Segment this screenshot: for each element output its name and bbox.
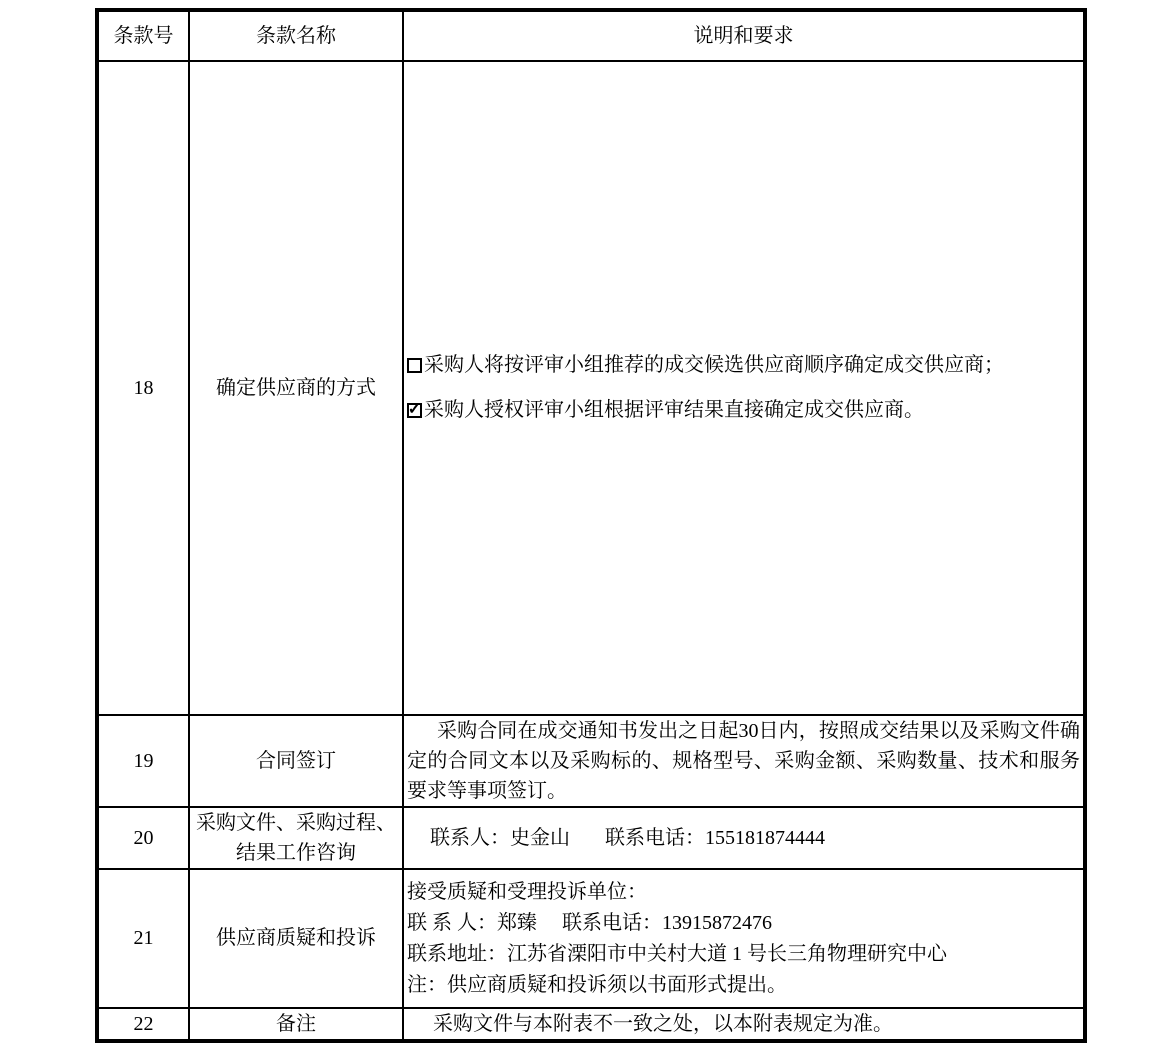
consultation-contact-line: 联系人：史金山 联系电话：155181874444 <box>430 827 825 849</box>
clause-desc-cell <box>403 715 1085 807</box>
option-text: 采购人授权评审小组根据评审结果直接确定成交供应商。 <box>424 399 924 421</box>
header-clause-id: 条款号 <box>97 10 189 61</box>
complaint-contact-line: 联 系 人：郑臻 联系电话：13915872476 <box>407 911 772 934</box>
table-row-clause-18 <box>97 61 1085 715</box>
clause-id-cell: 18 <box>97 61 189 715</box>
procurement-terms-table <box>95 8 1087 1043</box>
checkbox-unchecked-icon <box>407 358 422 373</box>
remark-text: 采购文件与本附表不一致之处，以本附表规定为准。 <box>433 1012 893 1035</box>
clause-id-cell: 20 <box>97 807 189 869</box>
supplier-selection-options <box>404 354 1083 422</box>
clause-name-cell: 采购文件、采购过程、结果工作咨询 <box>189 807 403 869</box>
option-text: 采购人将按评审小组推荐的成交候选供应商顺序确定成交供应商； <box>424 354 1004 376</box>
contract-signing-text: 采购合同在成交通知书发出之日起30日内，按照成交结果以及采购文件确定的合同文本以及采购标的、规格型号、采购金额、采购数量、技术和服务要求等事项签订。 <box>407 720 1080 802</box>
clause-desc-cell <box>403 869 1085 1008</box>
complaint-note-line: 注：供应商质疑和投诉须以书面形式提出。 <box>407 973 787 996</box>
clause-name-cell: 备注 <box>189 1008 403 1041</box>
clause-id-cell: 22 <box>97 1008 189 1041</box>
clause-id-cell: 21 <box>97 869 189 1008</box>
clause-name-cell: 供应商质疑和投诉 <box>189 869 403 1008</box>
table-header-row <box>97 10 1085 61</box>
table-row-clause-22 <box>97 1008 1085 1041</box>
complaint-info-block <box>404 875 1083 1003</box>
clause-desc-cell <box>403 1008 1085 1041</box>
check-mark-icon: ✓ <box>407 401 422 418</box>
option-recommended-order <box>407 354 1079 377</box>
option-direct-determination <box>407 399 1079 422</box>
complaint-address-line: 联系地址：江苏省溧阳市中关村大道 1 号长三角物理研究中心 <box>407 942 947 965</box>
table-row-clause-19 <box>97 715 1085 807</box>
clause-name-cell: 确定供应商的方式 <box>189 61 403 715</box>
clause-name-cell: 合同签订 <box>189 715 403 807</box>
clause-desc-cell <box>403 61 1085 715</box>
clause-id-cell: 19 <box>97 715 189 807</box>
header-clause-desc: 说明和要求 <box>403 10 1085 61</box>
table-row-clause-20 <box>97 807 1085 869</box>
table-row-clause-21 <box>97 869 1085 1008</box>
checkbox-checked-icon <box>407 403 422 418</box>
header-clause-name: 条款名称 <box>189 10 403 61</box>
clause-desc-cell <box>403 807 1085 869</box>
complaint-unit-line: 接受质疑和受理投诉单位： <box>407 880 647 903</box>
